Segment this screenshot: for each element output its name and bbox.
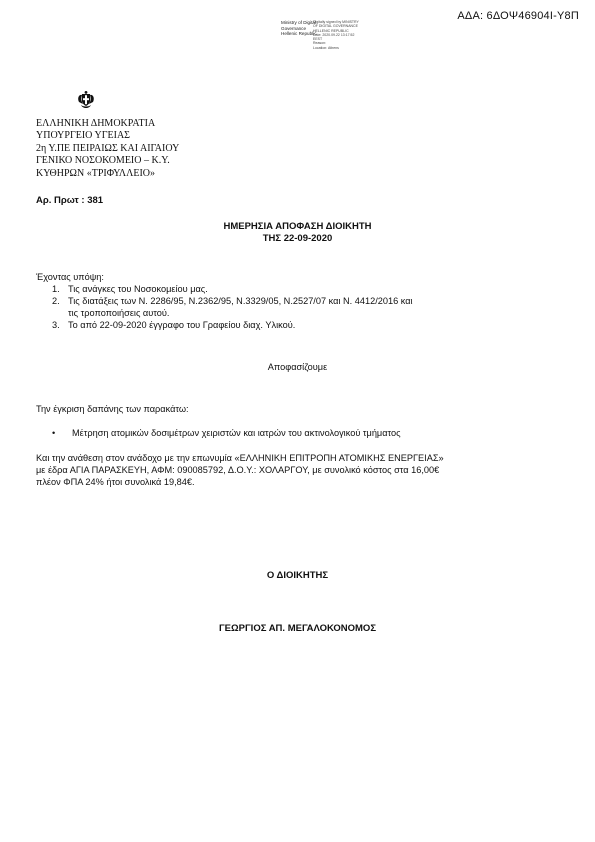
paragraph-line: πλέον ΦΠΑ 24% ήτοι συνολικά 19,84€. — [36, 477, 195, 487]
ada-code: ΑΔΑ: 6ΔΟΨ46904Ι-Υ8Π — [457, 10, 579, 22]
header-line: ΥΠΟΥΡΓΕΙΟ ΥΓΕΙΑΣ — [36, 130, 131, 142]
signature-detail-line: Location: Athens — [313, 45, 339, 50]
approval-text: Την έγκριση δαπάνης των παρακάτω: — [36, 404, 189, 414]
issuer-header — [36, 118, 179, 180]
header-line: ΓΕΝΙΚΟ ΝΟΣΟΚΟΜΕΙΟ – Κ.Υ. — [36, 155, 170, 167]
digital-signature-label — [281, 20, 317, 37]
coat-of-arms-icon — [75, 90, 97, 112]
signature-detail-line: Reason: — [313, 41, 327, 46]
assignment-paragraph — [36, 452, 560, 488]
list-item-text: Το από 22-09-2020 έγγραφο του Γραφείου διαχ. Υλικού. — [68, 320, 296, 330]
signature-line: Hellenic Republic — [281, 31, 317, 37]
bullet-icon: • — [52, 428, 56, 438]
paragraph-line: με έδρα ΑΓΙΑ ΠΑΡΑΣΚΕΥΗ, ΑΦΜ: 090085792, Δ.Ο.Υ.: ΧΟΛΑΡΓΟΥ, με συνολικό κόστος στα 16,00€ — [36, 465, 440, 475]
decision-heading: Αποφασίζουμε — [267, 362, 328, 372]
list-item-text: Τις ανάγκες του Νοσοκομείου μας. — [68, 284, 208, 294]
list-item — [52, 283, 552, 295]
list-item-number: 1. — [52, 284, 60, 294]
list-item — [52, 319, 552, 331]
header-line: 2η Υ.ΠΕ ΠΕΙΡΑΙΩΣ ΚΑΙ ΑΙΓΑΙΟΥ — [36, 142, 180, 154]
list-item-text: τις τροποποιήσεις αυτού. — [68, 308, 170, 318]
signature-detail-line: Date: 2020.09.22 13:17:52 — [313, 32, 355, 37]
protocol-number: Αρ. Πρωτ : 381 — [36, 195, 104, 206]
paragraph-line: Και την ανάθεση στον ανάδοχο με την επωνυμία «ΕΛΛΗΝΙΚΗ ΕΠΙΤΡΟΠΗ ΑΤΟΜΙΚΗΣ ΕΝΕΡΓΕΙΑΣ» — [36, 453, 444, 463]
signer-name: ΓΕΩΡΓΙΟΣ ΑΠ. ΜΕΓΑΛΟΚΟΝΟΜΟΣ — [218, 623, 377, 634]
digital-signature-details — [313, 20, 359, 50]
signature-detail-line: HELLENIC REPUBLIC — [313, 28, 349, 33]
signature-detail-line: OF DIGITAL GOVERNANCE — [313, 24, 358, 29]
list-item — [52, 295, 552, 319]
list-item-number: 2. — [52, 296, 60, 306]
decision-title: ΗΜΕΡΗΣΙΑ ΑΠΟΦΑΣΗ ΔΙΟΙΚΗΤΗ — [223, 221, 372, 232]
considerations-list — [52, 283, 552, 331]
expense-item-text: Μέτρηση ατομικών δοσιμέτρων χειριστών και ιατρών του ακτινολογικού τμήματος — [72, 428, 401, 438]
header-line: ΚΥΘΗΡΩΝ «ΤΡΙΦΥΛΛΕΙΟ» — [36, 167, 156, 179]
list-item-text: Τις διατάξεις των Ν. 2286/95, Ν.2362/95, Ν.3329/05, Ν.2527/07 και Ν. 4412/2016 και — [68, 296, 413, 306]
signature-detail-line: Digitally signed by MINISTRY — [313, 20, 359, 24]
signature-detail-line: EEST — [313, 37, 323, 42]
signature-line: Ministry of Digital — [281, 20, 316, 25]
expense-item — [52, 428, 401, 438]
signature-line: Governance — [281, 25, 307, 31]
decision-date: ΤΗΣ 22-09-2020 — [262, 233, 333, 244]
considerations-intro: Έχοντας υπόψη: — [36, 272, 104, 282]
list-item-number: 3. — [52, 320, 60, 330]
header-line: ΕΛΛΗΝΙΚΗ ΔΗΜΟΚΡΑΤΙΑ — [36, 118, 156, 129]
signer-title: Ο ΔΙΟΙΚΗΤΗΣ — [266, 570, 329, 581]
